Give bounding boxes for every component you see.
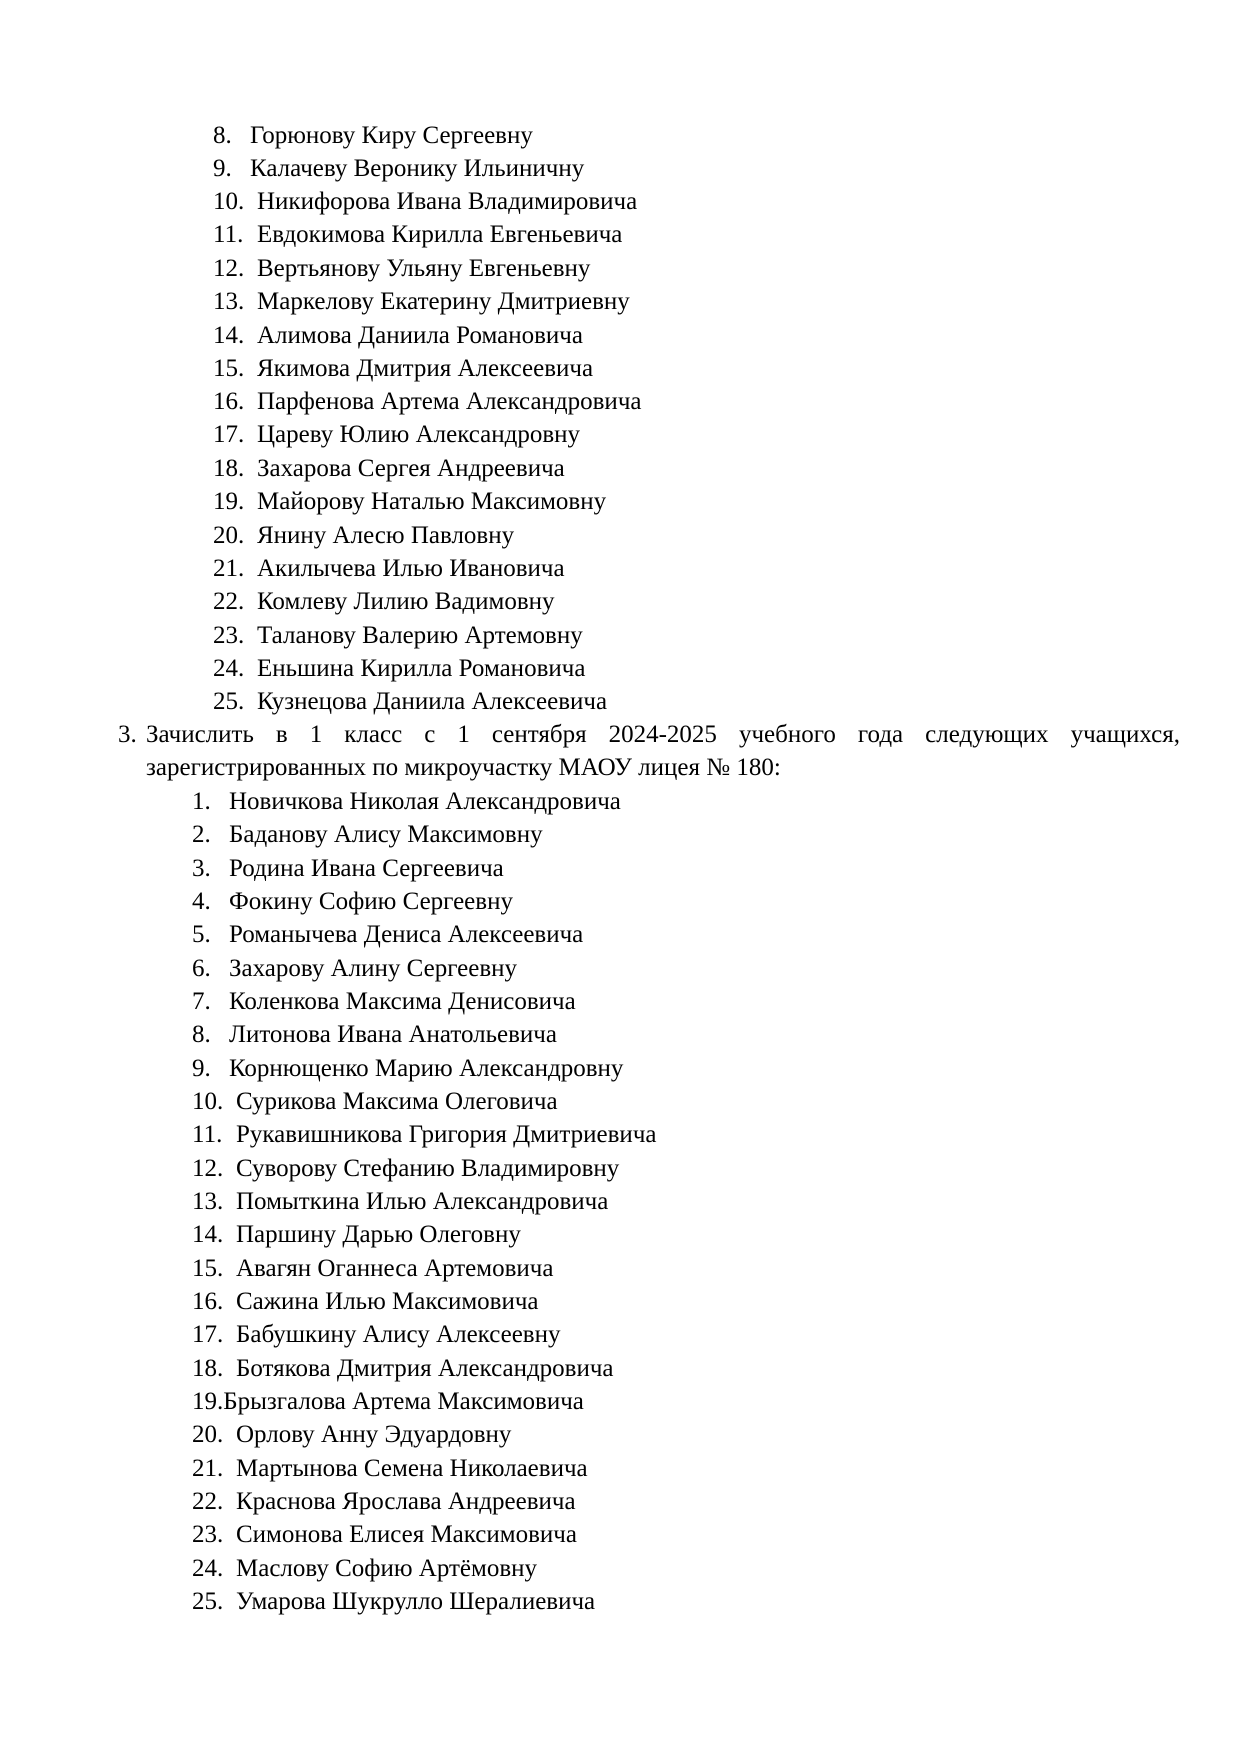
list-item-number: 15. bbox=[213, 355, 245, 382]
list-item-name: Умарова Шукрулло Шералиевича bbox=[236, 1588, 596, 1615]
list-item-number: 21. bbox=[213, 555, 245, 582]
list-item bbox=[213, 121, 533, 151]
list-item bbox=[192, 987, 576, 1017]
list-item-number: 8. bbox=[192, 1021, 211, 1048]
list-item-number: 24. bbox=[192, 1555, 224, 1582]
list-item-number: 2. bbox=[192, 821, 211, 848]
list-item-name: Захарову Алину Сергеевну bbox=[229, 955, 518, 982]
list-item bbox=[192, 1154, 619, 1184]
list-item bbox=[213, 687, 607, 717]
list-item-name: Корнющенко Марию Александровну bbox=[229, 1055, 624, 1082]
list-item-name: Мартынова Семена Николаевича bbox=[236, 1455, 588, 1482]
list-item-name: Калачеву Веронику Ильиничну bbox=[250, 155, 585, 182]
list-item-name: Евдокимова Кирилла Евгеньевича bbox=[257, 221, 623, 248]
list-item-number: 9. bbox=[192, 1055, 211, 1082]
list-item-name: Бабушкину Алису Алексеевну bbox=[236, 1321, 561, 1348]
list-item bbox=[192, 1287, 539, 1317]
list-item-name: Цареву Юлию Александровну bbox=[257, 421, 581, 448]
list-item bbox=[192, 1420, 511, 1450]
list-item bbox=[213, 220, 622, 250]
list-item-name: Баданову Алису Максимовну bbox=[229, 821, 543, 848]
list-item bbox=[213, 254, 590, 284]
list-item-number: 6. bbox=[192, 955, 211, 982]
list-item-number: 16. bbox=[192, 1288, 224, 1315]
list-item bbox=[192, 820, 543, 850]
list-item-name: Рукавишникова Григория Дмитриевича bbox=[236, 1121, 657, 1148]
list-item-number: 24. bbox=[213, 655, 245, 682]
list-item bbox=[213, 454, 565, 484]
list-item-name: Ботякова Дмитрия Александровича bbox=[236, 1355, 614, 1382]
list-item-name: Парфенова Артема Александровича bbox=[257, 388, 642, 415]
list-item bbox=[192, 1354, 614, 1384]
list-item-name: Сажина Илью Максимовича bbox=[236, 1288, 539, 1315]
list-item-number: 17. bbox=[192, 1321, 224, 1348]
list-item-name: Захарова Сергея Андреевича bbox=[257, 455, 565, 482]
list-item-number: 17. bbox=[213, 421, 245, 448]
list-item bbox=[213, 154, 584, 184]
paragraph-number: 3. bbox=[118, 721, 137, 748]
list-item-number: 14. bbox=[213, 322, 245, 349]
list-item bbox=[192, 1554, 537, 1584]
list-item-name: Литонова Ивана Анатольевича bbox=[229, 1021, 557, 1048]
list-item-number: 11. bbox=[192, 1121, 223, 1148]
list-item-name: Авагян Оганнеса Артемовича bbox=[236, 1255, 554, 1282]
list-item bbox=[213, 621, 583, 651]
list-item-number: 19. bbox=[192, 1388, 224, 1415]
list-item-name: Маслову Софию Артёмовну bbox=[236, 1555, 538, 1582]
list-item-name: Акилычева Илью Ивановича bbox=[257, 555, 565, 582]
list-item bbox=[192, 1487, 576, 1517]
list-item-number: 20. bbox=[192, 1421, 224, 1448]
list-item bbox=[213, 354, 593, 384]
list-item bbox=[192, 1320, 560, 1350]
list-item bbox=[213, 321, 583, 351]
list-item-number: 10. bbox=[192, 1088, 224, 1115]
list-item-number: 19. bbox=[213, 488, 245, 515]
list-item-number: 3. bbox=[192, 855, 211, 882]
list-item bbox=[213, 521, 514, 551]
list-item-name: Таланову Валерию Артемовну bbox=[257, 622, 583, 649]
list-item-name: Новичкова Николая Александровича bbox=[229, 788, 621, 815]
list-item bbox=[213, 654, 585, 684]
list-item bbox=[213, 187, 637, 217]
list-item-name: Алимова Даниила Романовича bbox=[257, 322, 583, 349]
list-item bbox=[192, 1387, 584, 1417]
list-item-name: Романычева Дениса Алексеевича bbox=[229, 921, 584, 948]
list-item bbox=[213, 387, 642, 417]
list-item-name: Помыткина Илью Александровича bbox=[236, 1188, 609, 1215]
list-item bbox=[192, 1220, 521, 1250]
list-item bbox=[213, 487, 606, 517]
list-item-number: 7. bbox=[192, 988, 211, 1015]
list-item-number: 21. bbox=[192, 1455, 224, 1482]
list-item-name: Орлову Анну Эдуардовну bbox=[236, 1421, 512, 1448]
list-item-name: Симонова Елисея Максимовича bbox=[236, 1521, 577, 1548]
list-item-name: Суворову Стефанию Владимировну bbox=[236, 1155, 620, 1182]
list-item-number: 25. bbox=[213, 688, 245, 715]
list-item bbox=[192, 787, 621, 817]
list-item bbox=[192, 1054, 623, 1084]
list-item-name: Якимова Дмитрия Алексеевича bbox=[257, 355, 594, 382]
list-item bbox=[192, 1187, 608, 1217]
list-item bbox=[192, 1254, 553, 1284]
list-item-number: 18. bbox=[213, 455, 245, 482]
list-item bbox=[192, 1454, 588, 1484]
list-item-number: 15. bbox=[192, 1255, 224, 1282]
list-item-number: 1. bbox=[192, 788, 211, 815]
list-item bbox=[213, 287, 630, 317]
list-item-number: 12. bbox=[192, 1155, 224, 1182]
list-item-number: 8. bbox=[213, 122, 232, 149]
list-item-name: Маркелову Екатерину Дмитриевну bbox=[257, 288, 630, 315]
list-item bbox=[213, 587, 555, 617]
list-item-name: Янину Алесю Павловну bbox=[257, 522, 515, 549]
list-item bbox=[213, 554, 565, 584]
list-item-name: Паршину Дарью Олеговну bbox=[236, 1221, 521, 1248]
list-item-name: Брызгалова Артема Максимовича bbox=[223, 1388, 584, 1415]
list-item-number: 10. bbox=[213, 188, 245, 215]
list-item bbox=[192, 854, 504, 884]
list-item-number: 16. bbox=[213, 388, 245, 415]
list-item-name: Краснова Ярослава Андреевича bbox=[236, 1488, 576, 1515]
list-item-number: 14. bbox=[192, 1221, 224, 1248]
list-item-number: 5. bbox=[192, 921, 211, 948]
paragraph-line: зарегистрированных по микроучастку МАОУ лицея № 180: bbox=[146, 754, 781, 781]
list-item-number: 22. bbox=[192, 1488, 224, 1515]
list-item-number: 22. bbox=[213, 588, 245, 615]
list-item-number: 18. bbox=[192, 1355, 224, 1382]
list-item-name: Комлеву Лилию Вадимовну bbox=[257, 588, 555, 615]
list-item-name: Еньшина Кирилла Романовича bbox=[257, 655, 586, 682]
list-item-name: Вертьянову Ульяну Евгеньевну bbox=[257, 255, 591, 282]
list-item-number: 13. bbox=[192, 1188, 224, 1215]
list-item bbox=[192, 1020, 557, 1050]
list-item-name: Кузнецова Даниила Алексеевича bbox=[257, 688, 608, 715]
list-item-name: Горюнову Киру Сергеевну bbox=[250, 122, 533, 149]
list-item bbox=[192, 920, 583, 950]
list-item bbox=[192, 954, 517, 984]
list-item bbox=[213, 420, 580, 450]
list-item bbox=[192, 1520, 577, 1550]
list-item-name: Сурикова Максима Олеговича bbox=[236, 1088, 558, 1115]
list-item-number: 4. bbox=[192, 888, 211, 915]
list-item-name: Коленкова Максима Денисовича bbox=[229, 988, 576, 1015]
list-item-name: Никифорова Ивана Владимировича bbox=[257, 188, 638, 215]
list-item-name: Майорову Наталью Максимовну bbox=[257, 488, 607, 515]
paragraph-line: Зачислить в 1 класс с 1 сентября 2024-2025 учебного года следующих учащихся, bbox=[146, 721, 1180, 748]
list-item bbox=[192, 1587, 595, 1617]
list-item bbox=[192, 1120, 656, 1150]
list-item-number: 13. bbox=[213, 288, 245, 315]
list-item-name: Родина Ивана Сергеевича bbox=[229, 855, 504, 882]
list-item-number: 23. bbox=[192, 1521, 224, 1548]
list-item bbox=[192, 1087, 558, 1117]
list-item-number: 20. bbox=[213, 522, 245, 549]
list-item-number: 11. bbox=[213, 221, 244, 248]
list-item-number: 23. bbox=[213, 622, 245, 649]
list-item-number: 25. bbox=[192, 1588, 224, 1615]
list-item-number: 12. bbox=[213, 255, 245, 282]
list-item-name: Фокину Софию Сергеевну bbox=[229, 888, 513, 915]
list-item bbox=[192, 887, 513, 917]
list-item-number: 9. bbox=[213, 155, 232, 182]
